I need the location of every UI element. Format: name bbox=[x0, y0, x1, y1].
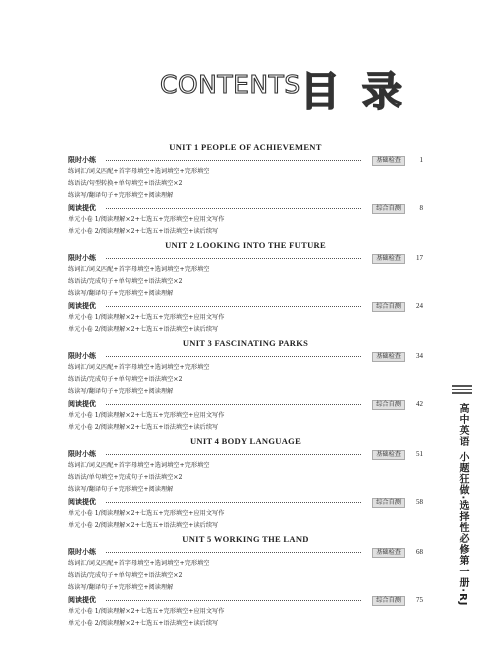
side-tab-text: 高中英语 小题狂做·选择性必修第一册·RJ bbox=[457, 403, 468, 607]
toc-item: 练读写/翻译句子+完形填空+阅读理解 bbox=[68, 388, 174, 395]
section-badge: 综合自测 bbox=[372, 302, 405, 312]
section-label: 限时小练 bbox=[68, 352, 96, 360]
toc-item: 单元小卷 2/阅读理解×2+七选五+语法填空+读后续写 bbox=[68, 326, 219, 333]
toc-item: 单元小卷 1/阅读理解×2+七选五+完形填空+应用文写作 bbox=[68, 412, 225, 419]
toc-item: 练读写/翻译句子+完形填空+阅读理解 bbox=[68, 192, 174, 199]
unit-title: UNIT 2 LOOKING INTO THE FUTURE bbox=[165, 240, 326, 250]
unit-title: UNIT 3 FASCINATING PARKS bbox=[182, 338, 309, 348]
section-badge: 综合自测 bbox=[372, 204, 405, 214]
page-number: 75 bbox=[416, 596, 423, 604]
toc-section-row[interactable] bbox=[68, 300, 423, 312]
side-tab bbox=[452, 385, 472, 615]
dot-leader bbox=[106, 404, 361, 405]
page-number: 34 bbox=[416, 352, 423, 360]
toc-item: 练语法/完成句子+单句填空+语法填空×2 bbox=[68, 572, 183, 579]
page-number: 17 bbox=[416, 254, 423, 262]
toc-section-row[interactable] bbox=[68, 594, 423, 606]
section-label: 限时小练 bbox=[68, 156, 96, 164]
section-badge: 基础检查 bbox=[372, 450, 405, 460]
page-number: 68 bbox=[416, 548, 423, 556]
section-label: 阅读提优 bbox=[68, 204, 96, 212]
toc-item: 单元小卷 1/阅读理解×2+七选五+完形填空+应用文写作 bbox=[68, 314, 225, 321]
toc-item: 练语法/句型转换+单句填空+语法填空×2 bbox=[68, 180, 183, 187]
toc-section-row[interactable] bbox=[68, 252, 423, 264]
section-badge: 基础检查 bbox=[372, 156, 405, 166]
page-number: 42 bbox=[416, 400, 423, 408]
dot-leader bbox=[106, 160, 361, 161]
side-tab-bars bbox=[452, 385, 472, 395]
section-label: 限时小练 bbox=[68, 548, 96, 556]
section-badge: 基础检查 bbox=[372, 352, 405, 362]
section-label: 限时小练 bbox=[68, 254, 96, 262]
toc-section-row[interactable] bbox=[68, 546, 423, 558]
toc-item: 练语法/完成句子+单句填空+语法填空×2 bbox=[68, 278, 183, 285]
dot-leader bbox=[106, 600, 361, 601]
section-label: 阅读提优 bbox=[68, 498, 96, 506]
page-number: 1 bbox=[419, 156, 423, 164]
unit-title: UNIT 4 BODY LANGUAGE bbox=[189, 436, 302, 446]
dot-leader bbox=[106, 356, 361, 357]
dot-leader bbox=[106, 502, 361, 503]
dot-leader bbox=[106, 306, 361, 307]
toc-item: 练词汇/词义匹配+首字母填空+选词填空+完形填空 bbox=[68, 168, 210, 175]
section-badge: 综合自测 bbox=[372, 498, 405, 508]
section-badge: 综合自测 bbox=[372, 596, 405, 606]
toc-section-row[interactable] bbox=[68, 496, 423, 508]
page-number: 51 bbox=[416, 450, 423, 458]
dot-leader bbox=[106, 208, 361, 209]
table-of-contents bbox=[68, 140, 423, 630]
section-badge: 基础检查 bbox=[372, 548, 405, 558]
toc-section-row[interactable] bbox=[68, 398, 423, 410]
toc-item: 练词汇/词义匹配+首字母填空+选词填空+完形填空 bbox=[68, 462, 210, 469]
dot-leader bbox=[106, 258, 361, 259]
section-label: 阅读提优 bbox=[68, 400, 96, 408]
toc-item: 单元小卷 1/阅读理解×2+七选五+完形填空+应用文写作 bbox=[68, 216, 225, 223]
toc-item: 练语法/完成句子+单句填空+语法填空×2 bbox=[68, 376, 183, 383]
page-number: 58 bbox=[416, 498, 423, 506]
toc-item: 练读写/翻译句子+完形填空+阅读理解 bbox=[68, 290, 174, 297]
toc-item: 练读写/翻译句子+完形填空+阅读理解 bbox=[68, 584, 174, 591]
toc-item: 单元小卷 1/阅读理解×2+七选五+完形填空+应用文写作 bbox=[68, 608, 225, 615]
section-badge: 综合自测 bbox=[372, 400, 405, 410]
dot-leader bbox=[106, 454, 361, 455]
toc-item: 单元小卷 1/阅读理解×2+七选五+完形填空+应用文写作 bbox=[68, 510, 225, 517]
toc-section-row[interactable] bbox=[68, 448, 423, 460]
page-number: 24 bbox=[416, 302, 423, 310]
contents-header bbox=[0, 58, 480, 115]
page-number: 8 bbox=[419, 204, 423, 212]
section-badge: 基础检查 bbox=[372, 254, 405, 264]
unit-title: UNIT 1 PEOPLE OF ACHIEVEMENT bbox=[169, 142, 322, 152]
toc-section-row[interactable] bbox=[68, 154, 423, 166]
section-label: 限时小练 bbox=[68, 450, 96, 458]
section-label: 阅读提优 bbox=[68, 302, 96, 310]
toc-item: 练词汇/词义匹配+首字母填空+选词填空+完形填空 bbox=[68, 560, 210, 567]
toc-item: 练语法/单句填空+完成句子+语法填空×2 bbox=[68, 474, 183, 481]
toc-item: 单元小卷 2/阅读理解×2+七选五+语法填空+读后续写 bbox=[68, 620, 219, 627]
toc-item: 单元小卷 2/阅读理解×2+七选五+语法填空+读后续写 bbox=[68, 228, 219, 235]
toc-section-row[interactable] bbox=[68, 350, 423, 362]
dot-leader bbox=[106, 552, 361, 553]
toc-item: 单元小卷 2/阅读理解×2+七选五+语法填空+读后续写 bbox=[68, 522, 219, 529]
unit-title: UNIT 5 WORKING THE LAND bbox=[182, 534, 309, 544]
toc-item: 练词汇/词义匹配+首字母填空+选词填空+完形填空 bbox=[68, 364, 210, 371]
contents-title-cn: 目 录 bbox=[300, 69, 406, 115]
toc-item: 单元小卷 2/阅读理解×2+七选五+语法填空+读后续写 bbox=[68, 424, 219, 431]
contents-title-en: CONTENTS bbox=[160, 70, 301, 99]
toc-item: 练读写/翻译句子+完形填空+阅读理解 bbox=[68, 486, 174, 493]
toc-item: 练词汇/词义匹配+首字母填空+选词填空+完形填空 bbox=[68, 266, 210, 273]
toc-section-row[interactable] bbox=[68, 202, 423, 214]
section-label: 阅读提优 bbox=[68, 596, 96, 604]
